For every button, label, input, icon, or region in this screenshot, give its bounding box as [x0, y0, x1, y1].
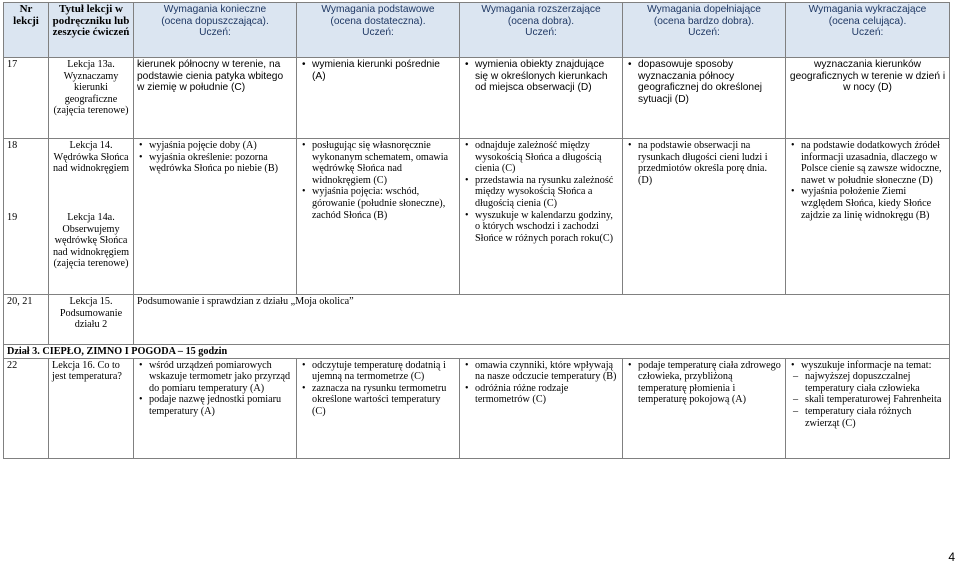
header-wykraczajace-student: Uczeń:: [851, 27, 884, 39]
header-podstawowe-name: Wymagania podstawowe: [321, 4, 435, 15]
section-title: Dział 3. CIEPŁO, ZIMNO I POGODA – 15 godzin: [4, 345, 950, 359]
lesson-number-19: 19: [7, 212, 18, 223]
list-item: – temperatury ciała różnych zwierząt (C): [805, 406, 946, 429]
requirement-konieczne: [134, 358, 297, 458]
list-item: – skali temperaturowej Fahrenheita: [805, 394, 946, 406]
list-item: • odczytuje temperaturę dodatnią i ujemną na termometrze (C): [312, 360, 456, 383]
header-rozszerzajace-student: Uczeń:: [525, 27, 557, 39]
header-podstawowe: [297, 3, 460, 58]
table-row: [4, 345, 950, 359]
list-item: • na podstawie obserwacji na rysunkach długości cieni ludzi i przedmiotów określa porę dnia. (D): [638, 140, 782, 186]
list-item: • wyszukuje w kalendarzu godziny, o których wschodzi i zachodzi Słońce w różnych porach roku(C): [475, 210, 619, 245]
lesson-title: Lekcja 13a. Wyznaczamy kierunki geograficzne (zajęcia terenowe): [49, 58, 134, 139]
header-wykraczajace-name: Wymagania wykraczające: [808, 4, 927, 15]
requirement-rozszerzajace: [460, 58, 623, 139]
header-lesson-number: Nr lekcji: [4, 3, 49, 58]
list-item: • odnajduje zależność między wysokością Słońca a długością cienia (C): [475, 140, 619, 175]
lesson-title: Lekcja 16. Co to jest temperatura?: [49, 358, 134, 458]
requirement-wykraczajace: [786, 358, 950, 458]
header-konieczne: [134, 3, 297, 58]
summary-cell: Podsumowanie i sprawdzian z działu „Moja okolica”: [134, 295, 950, 345]
requirement-dopelniajace: [623, 358, 786, 458]
list-item: • wyjaśnia pojęcie doby (A): [149, 140, 293, 152]
header-podstawowe-student: Uczeń:: [362, 27, 394, 39]
list-item: • omawia czynniki, które wpływają na nasze odczucie temperatury (B): [475, 360, 619, 383]
header-rozszerzajace-name: Wymagania rozszerzające: [481, 4, 601, 15]
header-wykraczajace-grade: (ocena celująca).: [828, 15, 907, 27]
requirement-podstawowe: [297, 139, 460, 295]
header-podstawowe-grade: (ocena dostateczna).: [330, 15, 426, 27]
lesson-title: Lekcja 15. Podsumowanie działu 2: [49, 295, 134, 345]
list-item: • przedstawia na rysunku zależność między wysokością Słońca a długością cienia (C): [475, 175, 619, 210]
list-item: • wymienia obiekty znajdujące się w określonych kierunkach od miejsca obserwacji (D): [475, 59, 619, 94]
list-item: • wśród urządzeń pomiarowych wskazuje termometr jako przyrząd do pomiaru temperatury (A): [149, 360, 293, 395]
list-item: • na podstawie dodatkowych źródeł informacji uzasadnia, dlaczego w Polsce cienie są zawsze widoczne, nawet w południe słoneczne (D): [801, 140, 946, 186]
requirement-rozszerzajace: [460, 139, 623, 295]
list-item: • wyjaśnia pojęcia: wschód, górowanie (południe słoneczne), zachód Słońca (B): [312, 186, 456, 221]
list-item: • odróżnia różne rodzaje termometrów (C): [475, 383, 619, 406]
lesson-number: 22: [4, 358, 49, 458]
list-item: • dopasowuje sposoby wyznaczania północy geograficznej do określonej sytuacji (D): [638, 59, 782, 105]
requirement-dopelniajace: [623, 139, 786, 295]
lesson-number: 20, 21: [4, 295, 49, 345]
lesson-title-18: Lekcja 14. Wędrówka Słońca nad widnokręgiem: [52, 140, 130, 175]
header-dopelniajace: [623, 3, 786, 58]
requirements-table: [3, 2, 950, 459]
list-item: • podaje nazwę jednostki pomiaru temperatury (A): [149, 394, 293, 417]
header-lesson-title: Tytuł lekcji w podręczniku lub zeszycie ćwiczeń: [49, 3, 134, 58]
lesson-number: [4, 139, 49, 295]
page-number: 4: [948, 550, 955, 564]
list-item: • zaznacza na rysunku termometru określone wartości temperatury (C): [312, 383, 456, 418]
requirement-wykraczajace: wyznaczania kierunków geograficznych w terenie w dzień i w nocy (D): [786, 58, 950, 139]
header-dopelniajace-name: Wymagania dopełniające: [647, 4, 761, 15]
requirement-rozszerzajace: [460, 358, 623, 458]
header-konieczne-name: Wymagania konieczne: [163, 4, 267, 15]
table-row: [4, 295, 950, 345]
requirement-wykraczajace: [786, 139, 950, 295]
list-item: • wyjaśnia położenie Ziemi względem Słońca, kiedy Słońce zajdzie za linię widnokręgu (B): [801, 186, 946, 221]
lesson-number-18: 18: [7, 140, 18, 151]
lesson-number: 17: [4, 58, 49, 139]
requirement-podstawowe: [297, 358, 460, 458]
table-row: [4, 358, 950, 458]
lesson-title: [49, 139, 134, 295]
header-wykraczajace: [786, 3, 950, 58]
list-item: • wymienia kierunki pośrednie (A): [312, 59, 456, 82]
list-item: • wyszukuje informacje na temat:: [801, 360, 946, 372]
list-item: – najwyższej dopuszczalnej temperatury ciała człowieka: [805, 371, 946, 394]
header-rozszerzajace: [460, 3, 623, 58]
list-item: • posługując się własnoręcznie wykonanym schematem, omawia wędrówkę Słońca nad widnokręgiem (C): [312, 140, 456, 186]
lesson-title-19: Lekcja 14a. Obserwujemy wędrówkę Słońca nad widnokręgiem (zajęcia terenowe): [52, 212, 130, 270]
header-dopelniajace-grade: (ocena bardzo dobra).: [653, 15, 755, 27]
header-rozszerzajace-grade: (ocena dobra).: [507, 15, 575, 27]
header-konieczne-student: Uczeń:: [199, 27, 231, 39]
header-konieczne-grade: (ocena dopuszczająca).: [161, 15, 269, 27]
list-item: • podaje temperaturę ciała zdrowego człowieka, przybliżoną temperaturę płomienia i temperaturę pokojową (A): [638, 360, 782, 406]
requirement-konieczne: kierunek północny w terenie, na podstawie cienia patyka wbitego w ziemię w południe (C): [134, 58, 297, 139]
header-dopelniajace-student: Uczeń:: [688, 27, 720, 39]
requirement-konieczne: [134, 139, 297, 295]
requirement-podstawowe: [297, 58, 460, 139]
requirement-dopelniajace: [623, 58, 786, 139]
list-item: • wyjaśnia określenie: pozorna wędrówka Słońca po niebie (B): [149, 152, 293, 175]
table-row: [4, 58, 950, 139]
table-row: [4, 139, 950, 295]
